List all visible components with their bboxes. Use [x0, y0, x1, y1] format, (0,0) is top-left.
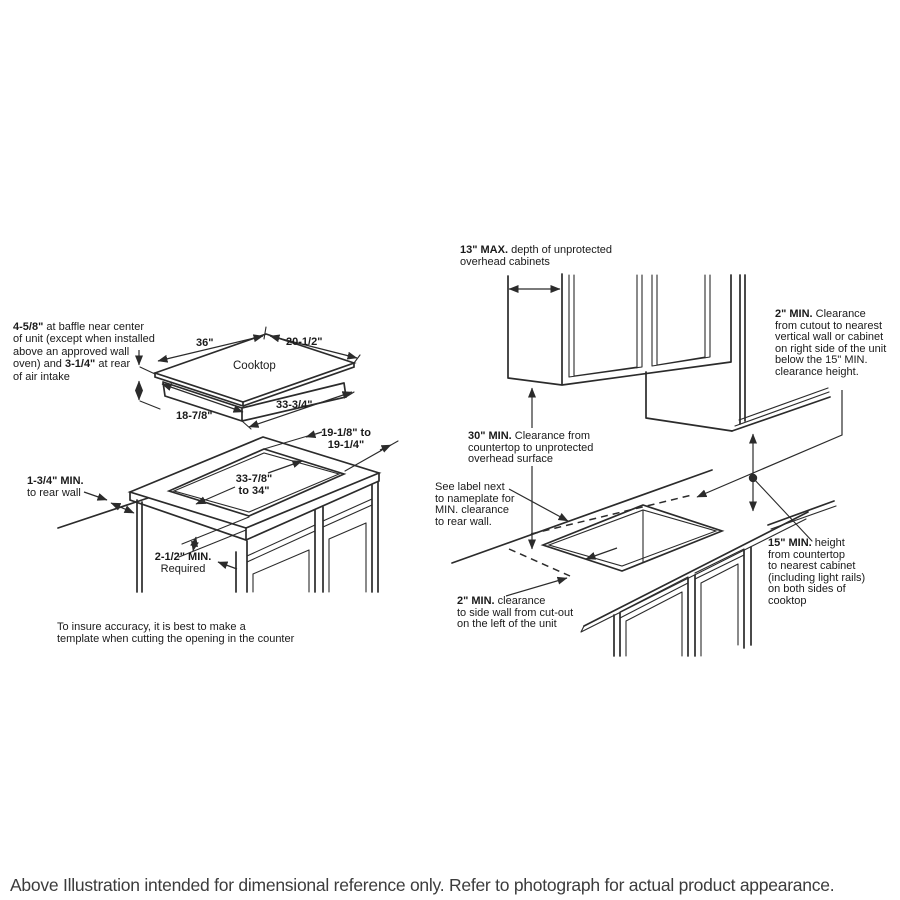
- front-band-dim: 2-1/2" MIN. Required: [154, 551, 212, 576]
- left-side-clearance-note: 2" MIN. clearance to side wall from cut-out on the left of the unit: [457, 595, 574, 631]
- overhead-depth-note: 13" MAX. depth of unprotected overhead cabinets: [460, 244, 612, 269]
- right-side-clearance-note: 2" MIN. Clearance from cutout to nearest vertical wall or cabinet on right side of the unit below the 15" MIN. clearance height.: [775, 308, 887, 378]
- cooktop-width-dim: 36": [196, 337, 214, 349]
- cooktop-isometric: [139, 327, 360, 429]
- reference-caption: Above Illustration intended for dimensional reference only. Refer to photograph for actual product appearance.: [10, 875, 835, 895]
- side-height-note: 15" MIN. height from countertop to nearest cabinet (including light rails) on both sides of cooktop: [768, 537, 866, 607]
- rear-wall-clearance: 1-3/4" MIN. to rear wall: [27, 475, 84, 500]
- cutout-width-dim: 33-7/8" to 34": [235, 473, 273, 498]
- cooktop-base-side-dim: 33-3/4": [276, 399, 313, 411]
- cutout-depth-dim: 19-1/8" to 19-1/4": [321, 427, 371, 452]
- template-note: To insure accuracy, it is best to make a template when cutting the opening in the counter: [57, 621, 295, 646]
- cooktop-base-front-dim: 18-7/8": [176, 410, 213, 422]
- cooktop-depth-dim: 20-1/2": [286, 336, 323, 348]
- nameplate-note: See label next to nameplate for MIN. clearance to rear wall.: [435, 481, 515, 528]
- overhead-clearance-note: 30" MIN. Clearance from countertop to unprotected overhead surface: [468, 430, 594, 466]
- baffle-note: 4-5/8" at baffle near center of unit (except when installed above an approved wall oven) and 3-1/4" at rear of air intake: [13, 321, 155, 383]
- counter-cutout-isometric: [58, 432, 398, 592]
- cooktop-label: Cooktop: [233, 360, 276, 372]
